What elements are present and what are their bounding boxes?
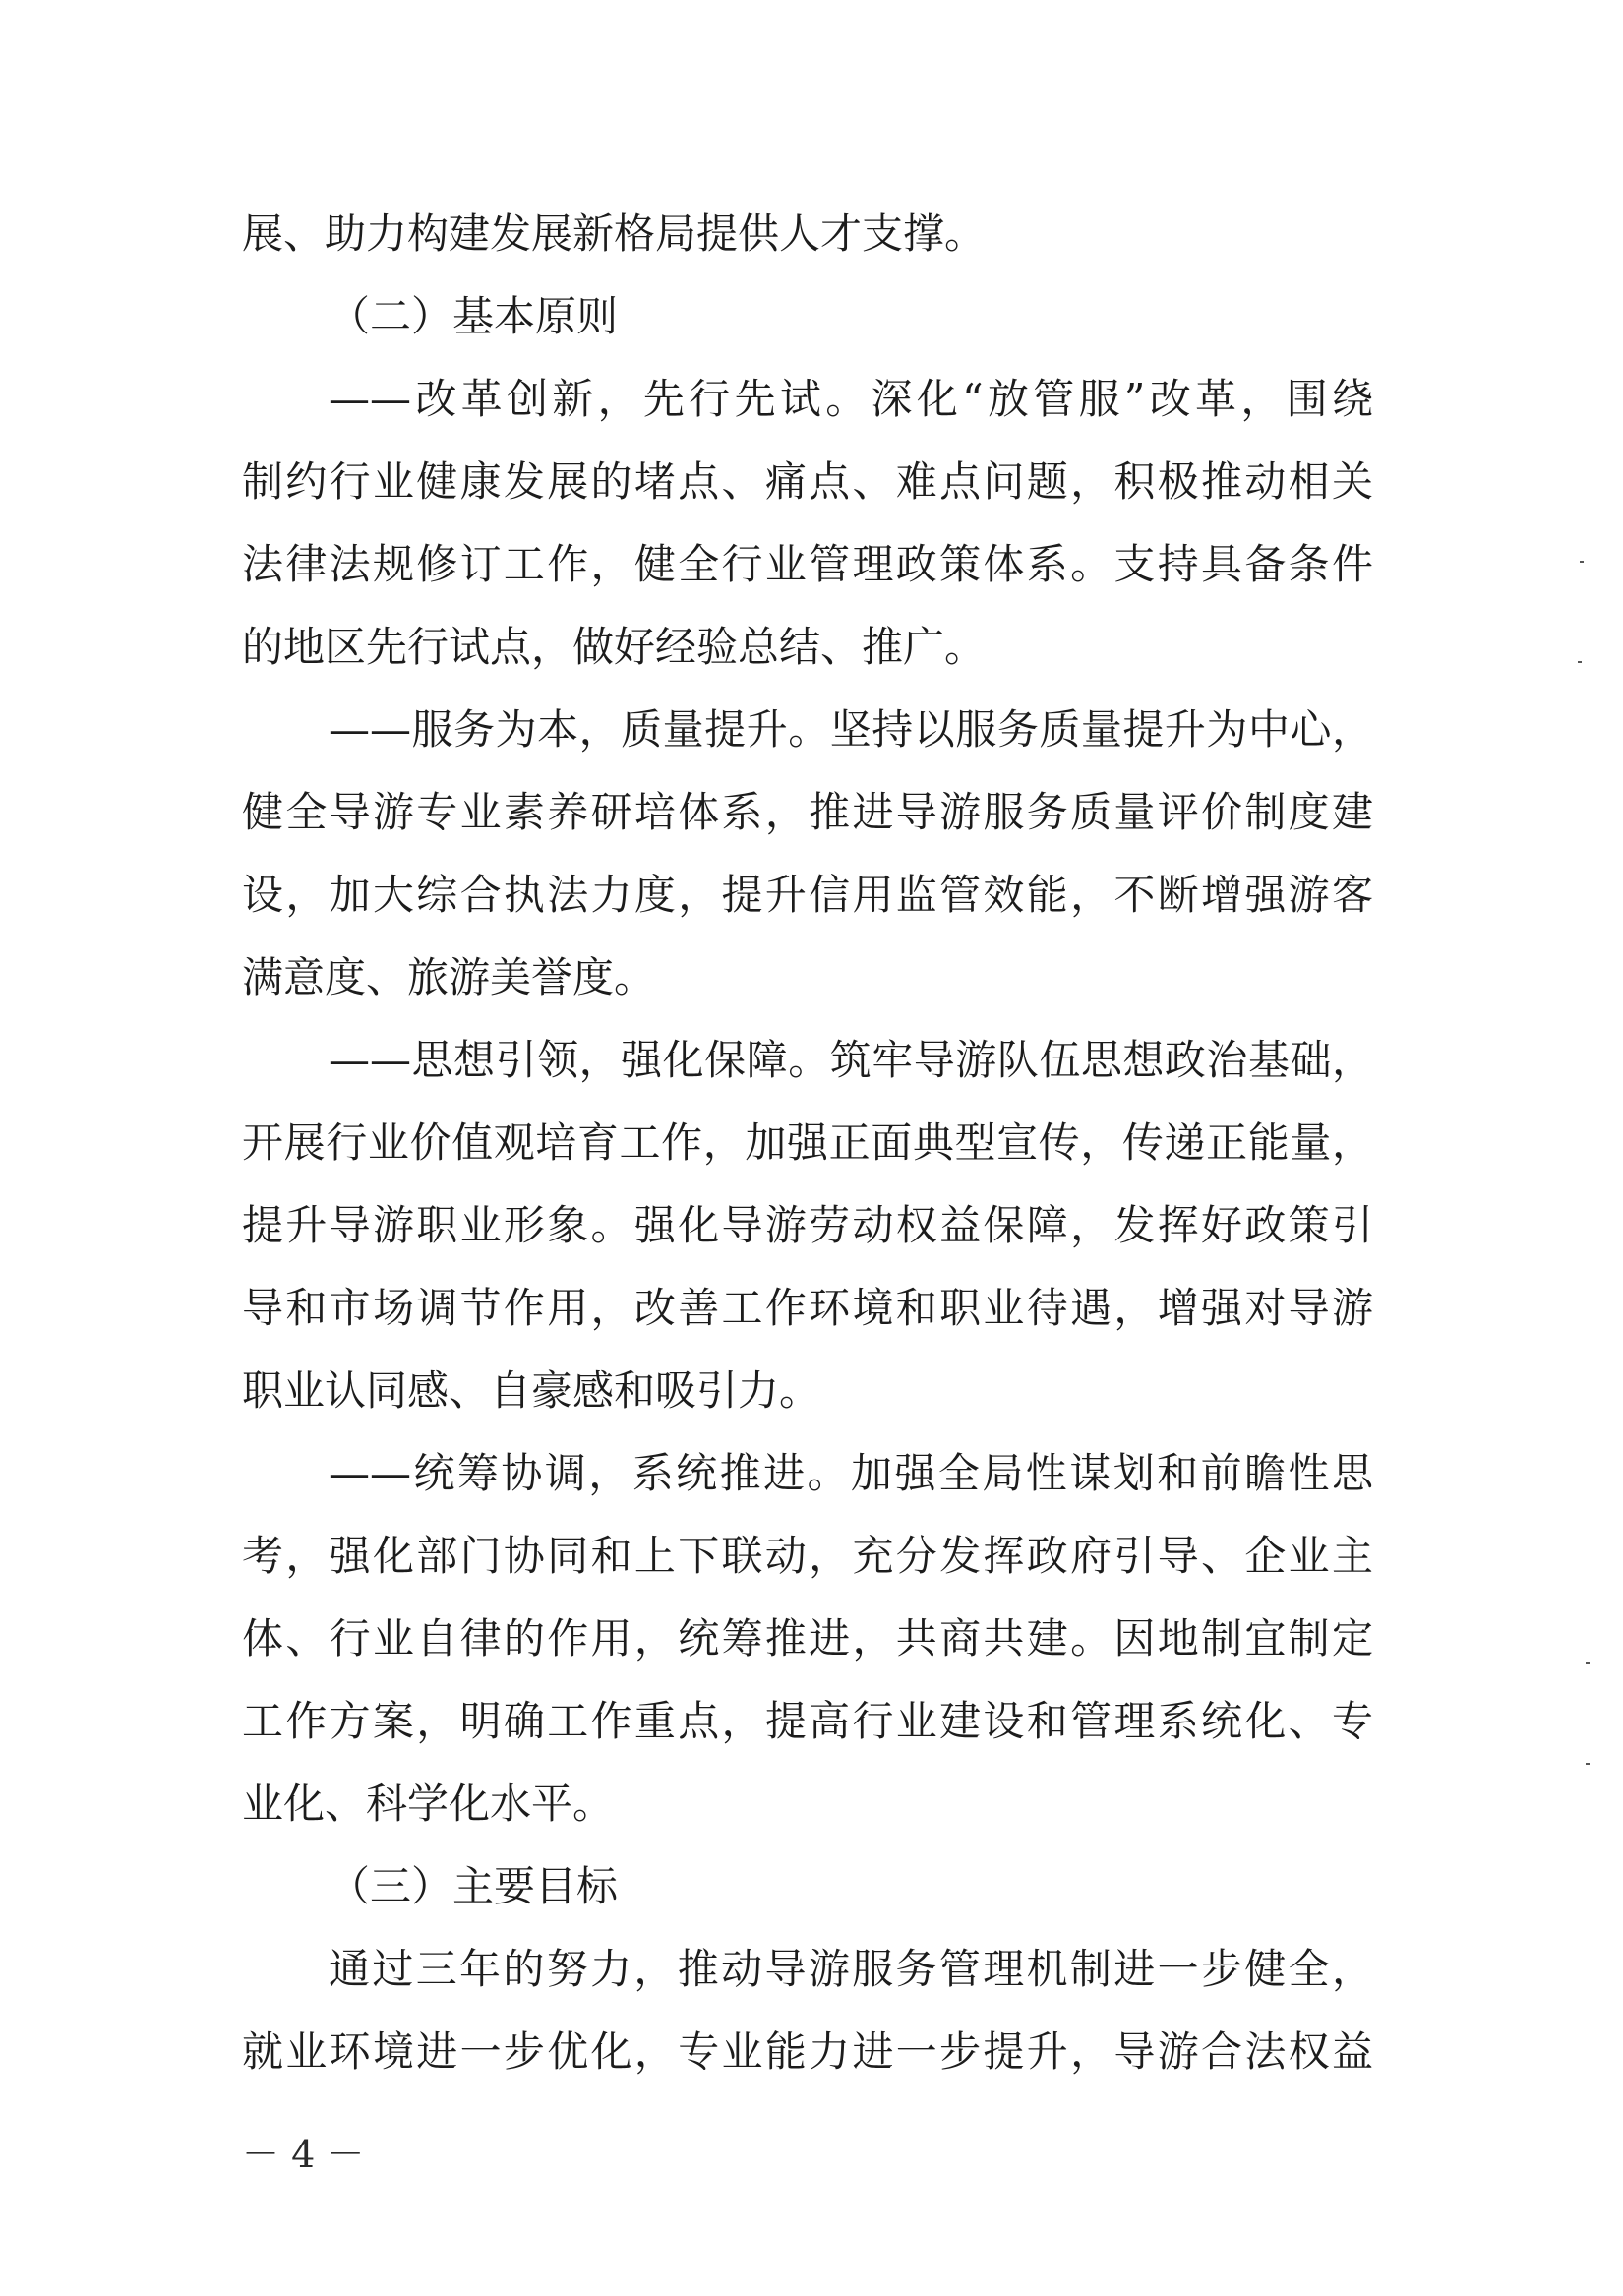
text-line: 提升导游职业形象。强化导游劳动权益保障，发挥好政策引 <box>242 1201 1373 1249</box>
text-line: 就业环境进一步优化，专业能力进一步提升，导游合法权益 <box>242 2027 1373 2076</box>
page-number: － 4 － <box>242 2133 365 2176</box>
scan-speck <box>1586 1662 1590 1664</box>
text-line: 的地区先行试点，做好经验总结、推广。 <box>242 623 987 671</box>
text-line: 考，强化部门协同和上下联动，充分发挥政府引导、企业主 <box>242 1532 1373 1580</box>
text-line: 健全导游专业素养研培体系，推进导游服务质量评价制度建 <box>242 788 1373 836</box>
text-line: 开展行业价值观培育工作，加强正面典型宣传，传递正能量， <box>242 1118 1373 1167</box>
text-line: ——统筹协调，系统推进。加强全局性谋划和前瞻性思 <box>329 1449 1373 1497</box>
text-line: ——服务为本，质量提升。坚持以服务质量提升为中心， <box>329 705 1373 754</box>
text-line: ——思想引领，强化保障。筑牢导游队伍思想政治基础， <box>329 1036 1373 1084</box>
text-line: 体、行业自律的作用，统筹推进，共商共建。因地制宜制定 <box>242 1614 1373 1662</box>
text-line: 制约行业健康发展的堵点、痛点、难点问题，积极推动相关 <box>242 457 1373 506</box>
scan-speck <box>1580 561 1584 563</box>
text-line: 通过三年的努力，推动导游服务管理机制进一步健全， <box>329 1945 1373 1993</box>
scan-speck <box>1586 1763 1590 1765</box>
text-line: 满意度、旅游美誉度。 <box>242 953 656 1001</box>
text-line: 职业认同感、自豪感和吸引力。 <box>242 1366 821 1415</box>
section-heading: （二）基本原则 <box>329 292 619 340</box>
text-line: 法律法规修订工作，健全行业管理政策体系。支持具备条件 <box>242 540 1373 588</box>
scan-speck <box>1578 661 1582 663</box>
text-line: 展、助力构建发展新格局提供人才支撑。 <box>242 210 987 258</box>
text-line: 导和市场调节作用，改善工作环境和职业待遇，增强对导游 <box>242 1284 1373 1332</box>
section-heading: （三）主要目标 <box>329 1862 619 1910</box>
text-line: ——改革创新，先行先试。深化“放管服”改革，围绕 <box>329 375 1373 423</box>
text-line: 工作方案，明确工作重点，提高行业建设和管理系统化、专 <box>242 1697 1373 1745</box>
text-line: 业化、科学化水平。 <box>242 1780 615 1828</box>
text-line: 设，加大综合执法力度，提升信用监管效能，不断增强游客 <box>242 871 1373 919</box>
